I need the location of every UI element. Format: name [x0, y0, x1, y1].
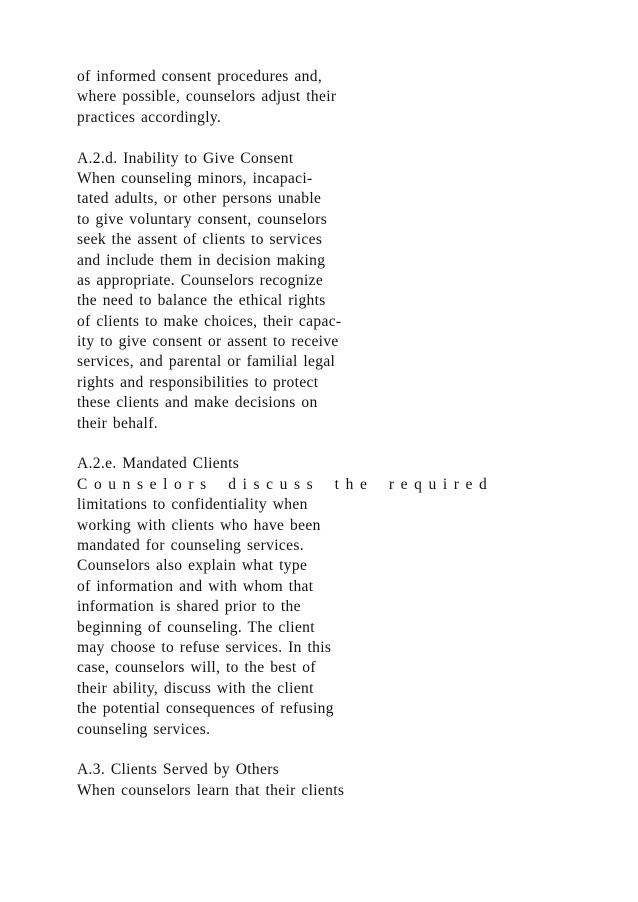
text-line: Counselors also explain what type [77, 557, 308, 575]
section-heading-a2e: A.2.e. Mandated Clients [77, 455, 240, 473]
text-line: may choose to refuse services. In this [77, 638, 332, 656]
text-line: limitations to confidentiality when [77, 496, 308, 514]
paragraph-gap [77, 128, 597, 148]
text-line: to give voluntary consent, counselors [77, 210, 328, 228]
text-line: working with clients who have been [77, 516, 321, 534]
text-line: seek the assent of clients to services [77, 231, 323, 249]
text-line: and include them in decision making [77, 251, 326, 269]
text-line: services, and parental or familial legal [77, 353, 336, 371]
text-line: counseling services. [77, 720, 211, 738]
text-line: the potential consequences of refusing [77, 700, 334, 718]
text-line: beginning of counseling. The client [77, 618, 315, 636]
paragraph-gap [77, 434, 597, 454]
text-line: of informed consent procedures and, [77, 68, 323, 85]
text-line: practices accordingly. [77, 108, 222, 126]
text-line: ity to give consent or assent to receive [77, 333, 339, 351]
text-line: Counselors discuss the required [77, 475, 494, 493]
text-line: When counseling minors, incapaci- [77, 169, 313, 187]
text-line: of clients to make choices, their capac- [77, 312, 342, 330]
text-line: rights and responsibilities to protect [77, 373, 319, 391]
text-line: the need to balance the ethical rights [77, 292, 326, 310]
document-text [77, 67, 597, 801]
text-line: information is shared prior to the [77, 598, 301, 616]
text-line: these clients and make decisions on [77, 394, 318, 412]
text-line: mandated for counseling services. [77, 536, 304, 554]
text-line: tated adults, or other persons unable [77, 190, 322, 208]
text-line: their ability, discuss with the client [77, 679, 314, 697]
text-line: case, counselors will, to the best of [77, 659, 316, 677]
text-line: of information and with whom that [77, 577, 314, 595]
section-heading-a2d: A.2.d. Inability to Give Consent [77, 149, 294, 167]
paragraph-gap [77, 740, 597, 760]
section-heading-a3: A.3. Clients Served by Others [77, 761, 280, 779]
text-line: as appropriate. Counselors recognize [77, 271, 324, 289]
text-line: When counselors learn that their clients [77, 781, 345, 799]
text-line: where possible, counselors adjust their [77, 88, 337, 106]
text-line: their behalf. [77, 414, 158, 432]
